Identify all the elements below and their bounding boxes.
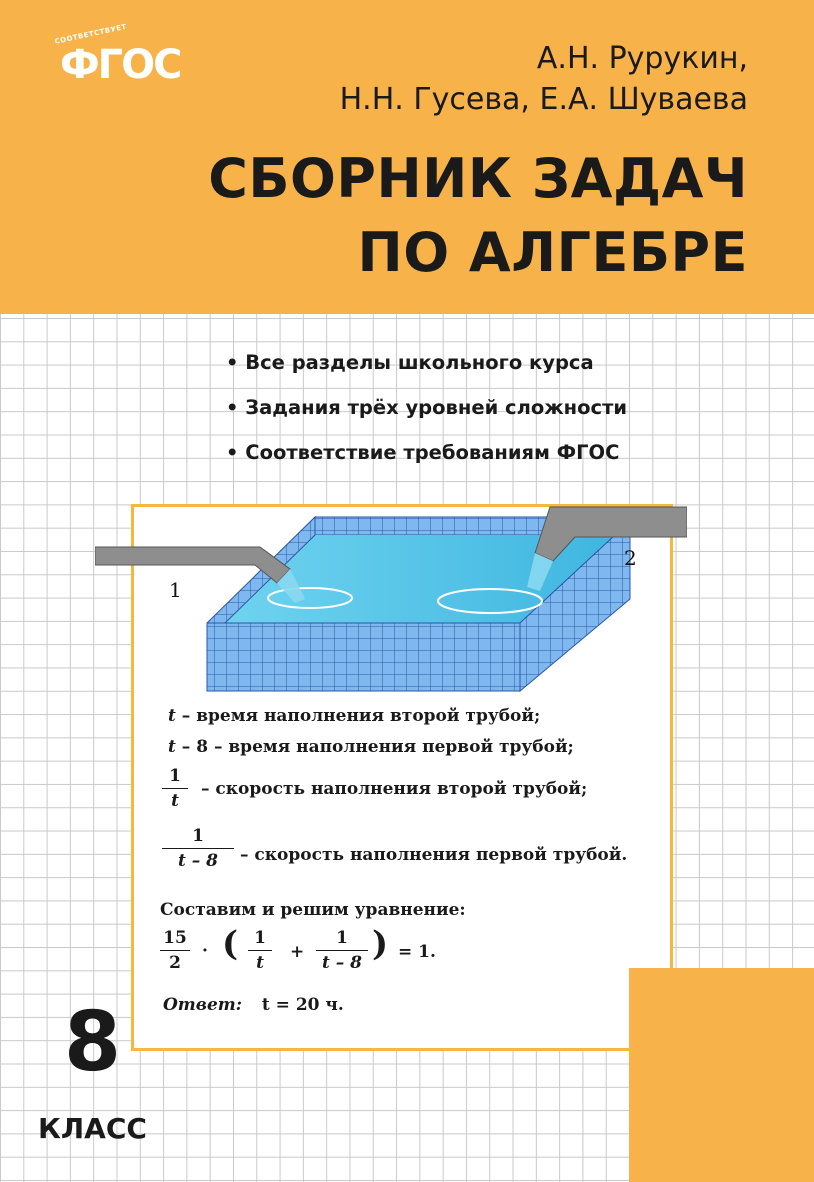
- fraction-numerator: 15: [163, 928, 187, 948]
- var-t: t: [168, 737, 176, 757]
- feature-item: • Все разделы школьного курса: [226, 351, 594, 374]
- fraction-numerator: 1: [336, 928, 348, 948]
- grade-label: КЛАСС: [38, 1112, 147, 1145]
- feature-item: • Соответствие требованиям ФГОС: [226, 441, 620, 464]
- line-2-minus: – 8: [175, 737, 209, 757]
- pipe-2-label: 2: [624, 546, 637, 570]
- grade-number: 8: [63, 995, 122, 1090]
- fraction-1-over-t-minus-8: [316, 928, 368, 973]
- left-paren: (: [222, 924, 239, 964]
- fraction-numerator: 1: [254, 928, 266, 948]
- equation-result: = 1.: [398, 942, 436, 962]
- fraction-bar: [160, 950, 190, 951]
- multiply-dot: ·: [202, 941, 208, 961]
- solution-line-3: – скорость наполнения второй трубой;: [201, 779, 588, 799]
- logo-main-text: ФГОС: [60, 42, 181, 88]
- var-t: t: [168, 706, 176, 726]
- fraction-numerator: 1: [192, 826, 204, 846]
- pipe-1-label: 1: [169, 578, 182, 602]
- pool-illustration: [95, 495, 687, 710]
- answer-line: [163, 995, 344, 1015]
- title-line-2: ПО АЛГЕБРЕ: [357, 221, 748, 284]
- fraction-bar: [162, 788, 188, 789]
- fraction-1-over-t: [162, 766, 188, 811]
- fraction-bar: [316, 950, 368, 951]
- plus-sign: +: [290, 942, 305, 962]
- solution-line-4: – скорость наполнения первой трубой.: [240, 845, 628, 865]
- feature-item: • Задания трёх уровней сложности: [226, 396, 628, 419]
- fraction-denominator: t: [171, 791, 179, 811]
- fraction-bar: [248, 950, 272, 951]
- authors: [340, 38, 748, 120]
- grade-badge: [629, 968, 814, 1182]
- fraction-denominator: 2: [169, 953, 181, 973]
- equation-intro: Составим и решим уравнение:: [160, 900, 466, 920]
- logo-small-text: СООТВЕТСТВУЕТ: [54, 22, 128, 46]
- fgos-logo: [52, 22, 181, 110]
- fraction-denominator: t – 8: [177, 851, 219, 871]
- author-line-1: А.Н. Рурукин,: [536, 41, 748, 76]
- fraction-denominator: t – 8: [321, 953, 363, 973]
- line-2-text: – время наполнения первой трубой;: [208, 737, 574, 757]
- solution-line-1: [168, 706, 540, 726]
- book-title: [208, 142, 748, 290]
- fraction-denominator: t: [256, 953, 264, 973]
- fraction-15-over-2: [160, 928, 190, 973]
- fraction-bar: [162, 848, 234, 849]
- solution-line-2: [168, 737, 574, 757]
- feature-list: [226, 340, 627, 475]
- fraction-numerator: 1: [169, 766, 181, 786]
- line-1-text: – время наполнения второй трубой;: [175, 706, 541, 726]
- title-line-1: СБОРНИК ЗАДАЧ: [208, 147, 748, 210]
- answer-value: t = 20 ч.: [261, 995, 344, 1015]
- fraction-1-over-t-minus-8: [162, 826, 234, 871]
- answer-label: Ответ:: [163, 995, 243, 1015]
- right-paren: ): [372, 924, 389, 964]
- fraction-1-over-t: [248, 928, 272, 973]
- author-line-2: Н.Н. Гусева, Е.А. Шуваева: [339, 82, 748, 117]
